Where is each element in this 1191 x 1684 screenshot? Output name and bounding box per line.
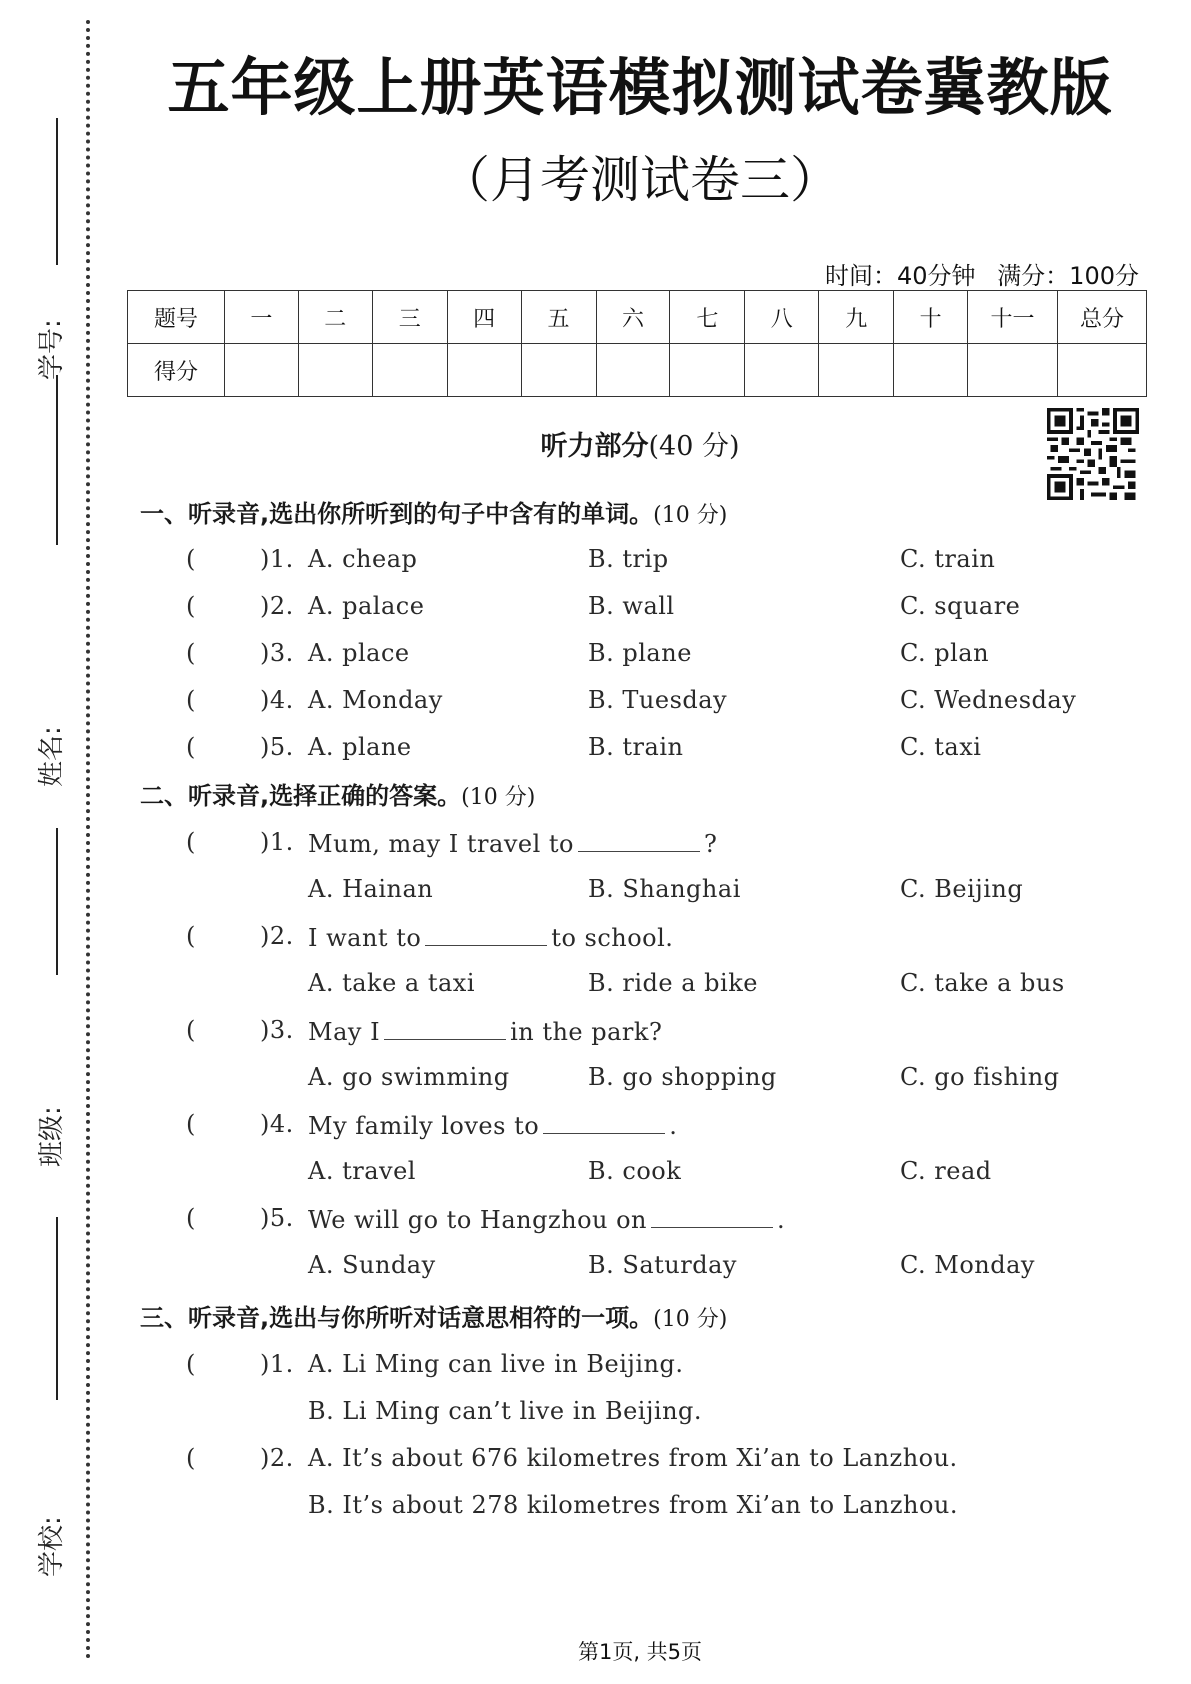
s1-question-4 (0, 686, 1191, 716)
answer-bracket[interactable]: ( (186, 1444, 196, 1472)
option-a: A. palace (308, 592, 425, 620)
question-stem (308, 922, 673, 952)
answer-bracket[interactable]: ( (186, 1350, 196, 1378)
option-a: A. take a taxi (308, 969, 476, 997)
name-label: 姓名: (37, 726, 67, 787)
s2-question-2-stem (0, 922, 1191, 952)
score-cell-10[interactable] (894, 344, 968, 397)
question-number: )1. (260, 545, 294, 573)
score-cell-8[interactable] (745, 344, 819, 397)
col-header-2: 二 (298, 291, 372, 344)
row-header-question-number: 题号 (128, 291, 225, 344)
answer-bracket[interactable]: ( (186, 639, 196, 667)
question-stem (308, 1110, 677, 1140)
class-label: 班级: (37, 1106, 67, 1167)
stem-text-before: My family loves to (308, 1112, 540, 1140)
option-c: C. taxi (900, 733, 982, 761)
s2-question-3-options (0, 1063, 1191, 1093)
answer-bracket[interactable]: ( (186, 592, 196, 620)
section-2-points: (10 分) (461, 785, 536, 810)
section-3-instructions: 三、听录音,选出与你所听对话意思相符的一项。 (140, 1304, 654, 1332)
answer-blank[interactable] (543, 1110, 665, 1134)
s1-question-5 (0, 733, 1191, 763)
score-cell-9[interactable] (819, 344, 894, 397)
s2-question-1-stem (0, 828, 1191, 858)
stem-text-before: I want to (308, 924, 422, 952)
section-1-points: (10 分) (653, 503, 728, 528)
exam-title: 五年级上册英语模拟测试卷冀教版 (167, 51, 1113, 124)
score-row (128, 344, 1147, 397)
question-number: )4. (260, 686, 294, 714)
page-indicator: 第1页, 共5页 (577, 1640, 703, 1664)
option-a: A. travel (308, 1157, 416, 1185)
section-3-heading (140, 1298, 727, 1333)
question-number: )1. (260, 828, 294, 856)
option-c: C. square (900, 592, 1021, 620)
listening-part-score: (40 分) (648, 431, 740, 462)
section-1-heading (140, 494, 727, 529)
score-cell-11[interactable] (968, 344, 1058, 397)
score-cell-7[interactable] (670, 344, 745, 397)
option-b: B. Shanghai (588, 875, 741, 903)
s2-question-2-options (0, 969, 1191, 999)
question-number: )3. (260, 1016, 294, 1044)
s1-question-2 (0, 592, 1191, 622)
question-number: )3. (260, 639, 294, 667)
option-a: A. It’s about 676 kilometres from Xi’an to Lanzhou. (308, 1444, 958, 1472)
option-c: C. Wednesday (900, 686, 1077, 714)
answer-blank[interactable] (578, 828, 700, 852)
answer-blank[interactable] (384, 1016, 506, 1040)
answer-bracket[interactable]: ( (186, 1016, 196, 1044)
option-c: C. plan (900, 639, 990, 667)
question-number: )1. (260, 1350, 294, 1378)
option-b: B. cook (588, 1157, 682, 1185)
section-2-heading (140, 776, 535, 811)
option-b: B. It’s about 278 kilometres from Xi’an to Lanzhou. (308, 1491, 958, 1519)
question-number: )5. (260, 733, 294, 761)
col-header-9: 九 (819, 291, 894, 344)
section-3-points: (10 分) (653, 1307, 728, 1332)
option-b: B. go shopping (588, 1063, 777, 1091)
s3-question-1-b (0, 1397, 1191, 1427)
school-label: 学校: (37, 1516, 67, 1577)
answer-bracket[interactable]: ( (186, 686, 196, 714)
s1-question-1 (0, 545, 1191, 575)
option-c: C. go fishing (900, 1063, 1060, 1091)
answer-bracket[interactable]: ( (186, 922, 196, 950)
question-number: )4. (260, 1110, 294, 1138)
score-cell-4[interactable] (447, 344, 521, 397)
exam-subtitle: （月考测试卷三） (440, 151, 840, 209)
option-a: A. Hainan (308, 875, 434, 903)
qr-code-icon[interactable] (1045, 408, 1141, 500)
question-number: )5. (260, 1204, 294, 1232)
option-a: A. Li Ming can live in Beijing. (308, 1350, 684, 1378)
option-b: B. Tuesday (588, 686, 728, 714)
s2-question-4-stem (0, 1110, 1191, 1140)
stem-text-after: to school. (551, 924, 674, 952)
listening-part-title (120, 424, 1160, 463)
stem-text-after: ? (704, 830, 718, 858)
col-header-10: 十 (894, 291, 968, 344)
question-number: )2. (260, 1444, 294, 1472)
col-header-11: 十一 (968, 291, 1058, 344)
stem-text-before: May I (308, 1018, 381, 1046)
option-b: B. wall (588, 592, 675, 620)
s1-question-3 (0, 639, 1191, 669)
question-number: )2. (260, 922, 294, 950)
s3-question-1-a (0, 1350, 1191, 1380)
answer-bracket[interactable]: ( (186, 828, 196, 856)
stem-text-before: Mum, may I travel to (308, 830, 574, 858)
s2-question-3-stem (0, 1016, 1191, 1046)
section-1-instructions: 一、听录音,选出你所听到的句子中含有的单词。 (140, 500, 654, 528)
question-number-row (128, 291, 1147, 344)
answer-blank[interactable] (651, 1204, 773, 1228)
stem-text-after: . (669, 1112, 678, 1140)
answer-bracket[interactable]: ( (186, 733, 196, 761)
option-b: B. trip (588, 545, 669, 573)
col-header-1: 一 (224, 291, 298, 344)
col-header-8: 八 (745, 291, 819, 344)
exam-info (811, 256, 1139, 291)
option-a: A. Monday (308, 686, 443, 714)
col-header-3: 三 (372, 291, 447, 344)
option-c: C. read (900, 1157, 992, 1185)
score-cell-3[interactable] (372, 344, 447, 397)
s3-question-2-a (0, 1444, 1191, 1474)
stem-text-before: We will go to Hangzhou on (308, 1206, 648, 1234)
stem-text-after: . (777, 1206, 786, 1234)
option-a: A. cheap (308, 545, 418, 573)
option-a: A. go swimming (308, 1063, 510, 1091)
option-c: C. Monday (900, 1251, 1035, 1279)
s2-question-1-options (0, 875, 1191, 905)
option-b: B. Saturday (588, 1251, 737, 1279)
score-table (127, 290, 1147, 397)
full-score: 满分：100分 (997, 262, 1139, 290)
col-header-total: 总分 (1058, 291, 1147, 344)
col-header-4: 四 (447, 291, 521, 344)
answer-bracket[interactable]: ( (186, 1204, 196, 1232)
s3-question-2-b (0, 1491, 1191, 1521)
name-underline[interactable] (56, 375, 58, 545)
option-a: A. plane (308, 733, 412, 761)
option-c: C. train (900, 545, 996, 573)
question-number: )2. (260, 592, 294, 620)
time-limit: 时间：40分钟 (825, 262, 976, 290)
question-stem (308, 828, 717, 858)
score-cell-6[interactable] (596, 344, 670, 397)
col-header-7: 七 (670, 291, 745, 344)
student-id-underline[interactable] (56, 118, 58, 265)
student-id-label: 学号: (37, 319, 67, 380)
option-c: C. Beijing (900, 875, 1024, 903)
answer-bracket[interactable]: ( (186, 1110, 196, 1138)
question-stem (308, 1016, 662, 1046)
stem-text-after: in the park? (510, 1018, 663, 1046)
s2-question-5-options (0, 1251, 1191, 1281)
option-b: B. ride a bike (588, 969, 758, 997)
option-a: A. place (308, 639, 410, 667)
section-2-instructions: 二、听录音,选择正确的答案。 (140, 782, 462, 810)
score-cell-2[interactable] (298, 344, 372, 397)
answer-blank[interactable] (425, 922, 547, 946)
option-b: B. plane (588, 639, 692, 667)
score-cell-1[interactable] (224, 344, 298, 397)
score-cell-5[interactable] (521, 344, 596, 397)
listening-part-label: 听力部分 (540, 431, 649, 462)
score-cell-total[interactable] (1058, 344, 1147, 397)
option-c: C. take a bus (900, 969, 1065, 997)
option-a: A. Sunday (308, 1251, 436, 1279)
option-b: B. train (588, 733, 684, 761)
option-b: B. Li Ming can’t live in Beijing. (308, 1397, 703, 1425)
answer-bracket[interactable]: ( (186, 545, 196, 573)
s2-question-5-stem (0, 1204, 1191, 1234)
s2-question-4-options (0, 1157, 1191, 1187)
col-header-5: 五 (521, 291, 596, 344)
row-header-score: 得分 (128, 344, 225, 397)
question-stem (308, 1204, 785, 1234)
col-header-6: 六 (596, 291, 670, 344)
